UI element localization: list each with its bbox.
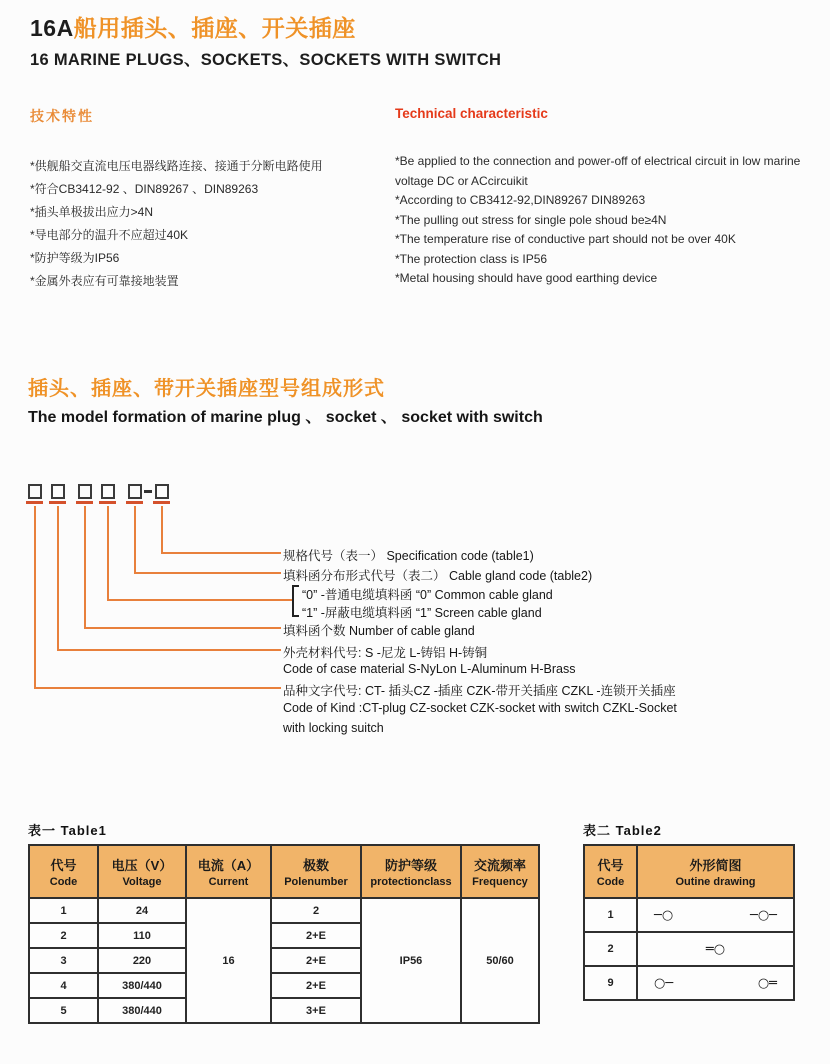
table2-header-code: 代号 Code: [584, 845, 637, 898]
cell-pole: 2+E: [271, 973, 361, 998]
cell-current-merged: 16: [186, 898, 271, 1023]
tech-item-en: *The pulling out stress for single pole shoud be≥4N: [395, 212, 667, 227]
cell-code: 1: [29, 898, 98, 923]
cell-frequency-merged: 50/60: [461, 898, 539, 1023]
cell-code: 2: [29, 923, 98, 948]
cell-code: 5: [29, 998, 98, 1023]
tech-item-en: *According to CB3412-92,DIN89267 DIN89263: [395, 193, 646, 207]
cell-voltage: 380/440: [98, 998, 186, 1023]
cell-pole: 2+E: [271, 948, 361, 973]
cell-voltage: 24: [98, 898, 186, 923]
page-subtitle: 16 MARINE PLUGS、SOCKETS、SOCKETS WITH SWITCH: [30, 51, 502, 69]
connector-box1: [34, 506, 281, 689]
label-gland-screen: “1” -屏蔽电缆填料函 “1” Screen cable gland: [302, 606, 542, 620]
tech-list-cn: [30, 155, 385, 293]
gland-drawing-icon: ═○: [705, 941, 726, 957]
cell-voltage: 110: [98, 923, 186, 948]
label-gland-common: “0” -普通电缆填料函 “0” Common cable gland: [302, 588, 553, 602]
table1-header-voltage: 电压（V） Voltage: [98, 845, 186, 898]
cell-protection-merged: IP56: [361, 898, 461, 1023]
box-underline: [126, 501, 143, 504]
cell-pole: 3+E: [271, 998, 361, 1023]
table1-header-frequency: 交流频率 Frequency: [461, 845, 539, 898]
gland-drawing-icon: ○═: [757, 975, 777, 991]
table-row: [584, 898, 794, 932]
table-row: [584, 966, 794, 1000]
box-underline: [49, 501, 66, 504]
tech-item-cn: *防护等级为IP56: [30, 251, 120, 265]
gland-drawing-icon: ─○─: [750, 907, 777, 923]
model-code-dash: [144, 490, 152, 493]
model-heading-en: The model formation of marine plug 、 socket 、 socket with switch: [28, 409, 543, 426]
table2: [583, 844, 795, 1001]
cell-outline-drawing: [637, 898, 794, 932]
gland-option-bracket: [292, 585, 299, 617]
cell-outline-drawing: [637, 966, 794, 1000]
label-gland-code: 填料函分布形式代号（表二） Cable gland code (table2): [283, 569, 593, 583]
table1-header-current: 电流（A） Current: [186, 845, 271, 898]
model-code-box-6: [155, 484, 169, 499]
box-underline: [76, 501, 93, 504]
tech-item-en: *Be applied to the connection and power-off of electrical circuit in low marine voltage DC or ACcircuikit: [395, 154, 801, 188]
page-title: [30, 10, 501, 43]
cell-voltage: 220: [98, 948, 186, 973]
tech-item-cn: *供舰船交直流电压电器线路连接、接通于分断电路使用: [30, 159, 323, 173]
model-code-box-4: [101, 484, 115, 499]
cell-code: 9: [584, 966, 637, 1000]
table-row: [584, 932, 794, 966]
tech-heading-en: Technical characteristic: [395, 106, 548, 121]
tech-section-en: [395, 106, 815, 289]
box-underline: [153, 501, 170, 504]
cell-code: 1: [584, 898, 637, 932]
label-kind-en-cont: with locking suitch: [283, 721, 384, 735]
title-rating: 16A: [30, 15, 74, 41]
tech-list-en: [395, 152, 815, 289]
cell-outline-drawing: [637, 932, 794, 966]
label-kind-cn: 品种文字代号: CT- 插头CZ -插座 CZK-带开关插座 CZKL -连锁开关插座: [283, 684, 676, 698]
box-underline: [99, 501, 116, 504]
cell-pole: 2: [271, 898, 361, 923]
cell-voltage: 380/440: [98, 973, 186, 998]
table1-header-code: 代号 Code: [29, 845, 98, 898]
model-heading-cn: 插头、插座、带开关插座型号组成形式: [28, 378, 385, 400]
cell-code: 3: [29, 948, 98, 973]
gland-drawing-icon: ○─: [654, 975, 674, 991]
cell-code: 2: [584, 932, 637, 966]
model-code-box-2: [51, 484, 65, 499]
model-code-box-5: [128, 484, 142, 499]
tech-item-cn: *插头单极拔出应力>4N: [30, 205, 154, 219]
tech-section-cn: [30, 106, 385, 293]
model-code-box-1: [28, 484, 42, 499]
box-underline: [26, 501, 43, 504]
model-code-box-3: [78, 484, 92, 499]
label-gland-number: 填料函个数 Number of cable gland: [283, 624, 475, 638]
label-spec-code: 规格代号（表一） Specification code (table1): [283, 549, 534, 563]
label-kind-en: Code of Kind :CT-plug CZ-socket CZK-socket with switch CZKL-Socket: [283, 701, 677, 715]
label-material-en: Code of case material S-NyLon L-Aluminum H-Brass: [283, 662, 576, 676]
cell-code: 4: [29, 973, 98, 998]
table1-header-protection: 防护等级 protectionclass: [361, 845, 461, 898]
tech-item-cn: *导电部分的温升不应超过40K: [30, 228, 189, 242]
tech-item-cn: *符合CB3412-92 、DIN89267 、DIN89263: [30, 182, 259, 196]
gland-drawing-icon: ─○: [654, 907, 674, 923]
tech-item-en: *The protection class is IP56: [395, 251, 548, 266]
table2-section: [583, 820, 795, 1001]
tech-item-en: *Metal housing should have good earthing device: [395, 271, 658, 285]
tech-item-cn: *金属外表应有可靠接地装置: [30, 274, 179, 288]
table1-header-row: [29, 845, 539, 898]
table2-caption: 表二 Table2: [583, 823, 662, 838]
table1: [28, 844, 540, 1024]
tech-heading-cn: 技术特性: [30, 108, 94, 124]
table1-caption: 表一 Table1: [28, 823, 107, 838]
cell-pole: 2+E: [271, 923, 361, 948]
table-row: [29, 898, 539, 923]
title-chinese: 船用插头、插座、开关插座: [73, 15, 356, 41]
table2-header-outline: 外形简图 Outine drawing: [637, 845, 794, 898]
label-material-cn: 外壳材料代号: S -尼龙 L-铸铝 H-铸铜: [283, 646, 488, 660]
table1-header-polenumber: 极数 Polenumber: [271, 845, 361, 898]
title-block: [30, 10, 501, 70]
table1-section: [28, 820, 540, 1024]
model-section-heading: [28, 372, 543, 427]
tech-item-en: *The temperature rise of conductive part should not be over 40K: [395, 232, 736, 246]
table2-header-row: [584, 845, 794, 898]
